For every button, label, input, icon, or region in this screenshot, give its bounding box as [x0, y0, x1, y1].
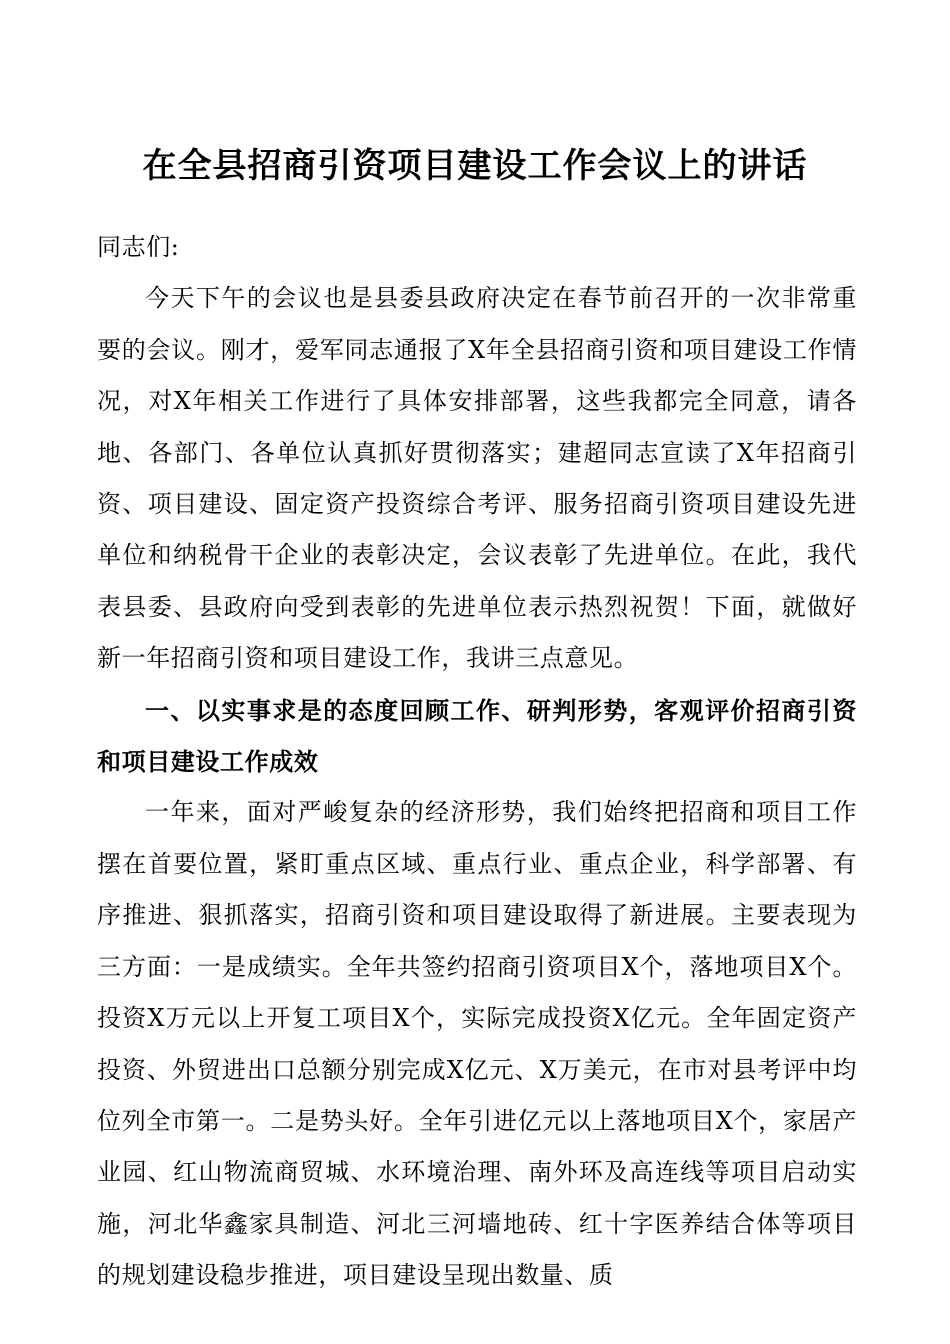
paragraph-opening: 今天下午的会议也是县委县政府决定在春节前召开的一次非常重要的会议。刚才，爱军同志通报了X年全县招商引资和项目建设工作情况，对X年相关工作进行了具体安排部署，这些我都完全同意，请各地、各部门、各单位认真抓好贯彻落实；建超同志宣读了X年招商引资、项目建设、固定资产投资综合考评、服务招商引资项目建设先进单位和纳税骨干企业的表彰决定，会议表彰了先进单位。在此，我代表县委、县政府向受到表彰的先进单位表示热烈祝贺！下面，就做好新一年招商引资和项目建设工作，我讲三点意见。 [97, 284, 857, 673]
salutation: 同志们: [97, 233, 180, 261]
section-heading: 一、以实事求是的态度回顾工作、研判形势，客观评价招商引资和项目建设工作成效 [97, 695, 857, 777]
document-body [97, 222, 857, 1302]
paragraph-review: 一年来，面对严峻复杂的经济形势，我们始终把招商和项目工作摆在首要位置，紧盯重点区域、重点行业、重点企业，科学部署、有序推进、狠抓落实，招商引资和项目建设取得了新进展。主要表现为三方面：一是成绩实。全年共签约招商引资项目X个，落地项目X个。投资X万元以上开复工项目X个，实际完成投资X亿元。全年固定资产投资、外贸进出口总额分别完成X亿元、X万美元，在市对县考评中均位列全市第一。二是势头好。全年引进亿元以上落地项目X个，家居产业园、红山物流商贸城、水环境治理、南外环及高连线等项目启动实施，河北华鑫家具制造、河北三河墙地砖、红十字医养结合体等项目的规划建设稳步推进，项目建设呈现出数量、质 [97, 798, 857, 1290]
document-title: 在全县招商引资项目建设工作会议上的讲话 [142, 146, 808, 186]
